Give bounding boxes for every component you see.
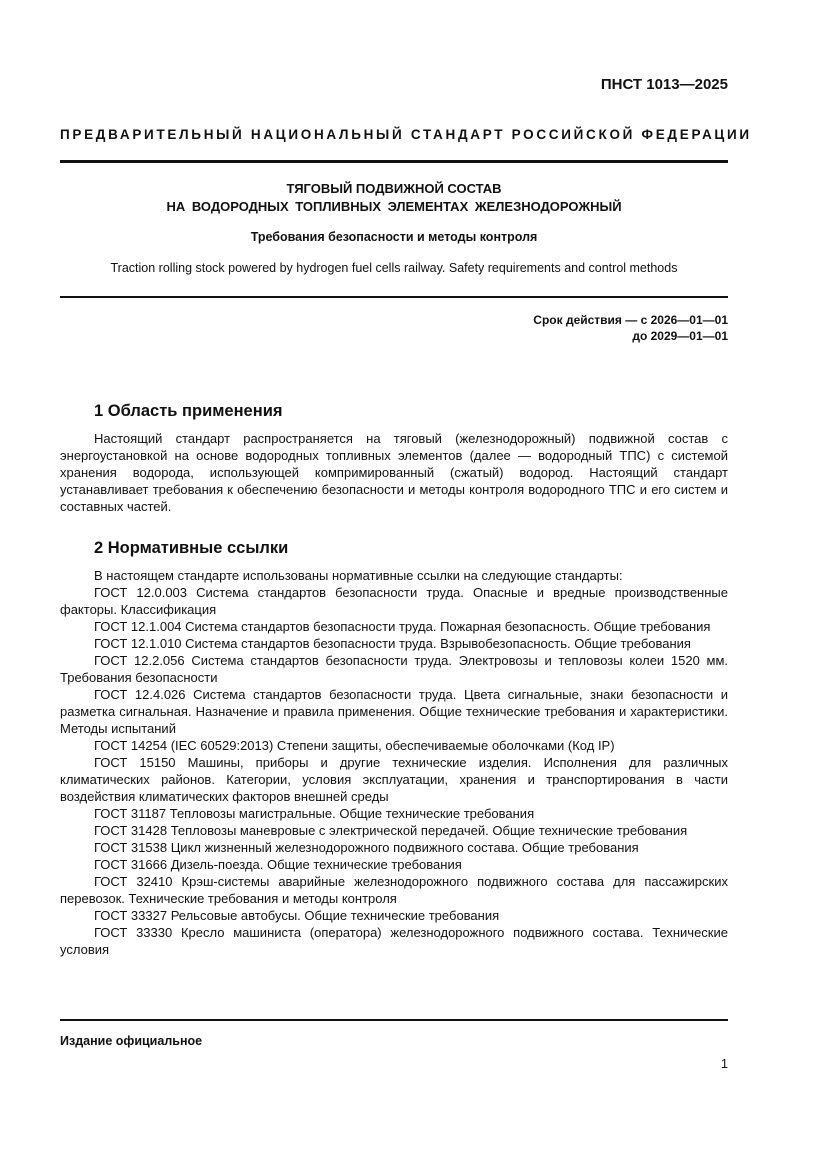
document-title [60, 180, 728, 216]
reference-item: ГОСТ 12.0.003 Система стандартов безопасности труда. Опасные и вредные производственные факторы. Классификация [60, 585, 728, 617]
validity-start: Срок действия — с 2026—01—01 [533, 313, 728, 327]
standard-code: ПНСТ 1013—2025 [600, 76, 728, 93]
reference-item: ГОСТ 31666 Дизель-поезда. Общие технические требования [94, 857, 462, 872]
reference-item: ГОСТ 32410 Крэш-системы аварийные железнодорожного подвижного состава для пассажирских перевозок. Технические требования и методы контроля [60, 874, 728, 906]
reference-item: ГОСТ 12.2.056 Система стандартов безопасности труда. Электровозы и тепловозы колеи 1520 мм. Требования безопасности [60, 653, 728, 685]
page-number: 1 [721, 1057, 728, 1071]
section-1-heading: 1 Область применения [94, 402, 283, 420]
reference-item: ГОСТ 12.1.010 Система стандартов безопасности труда. Взрывобезопасность. Общие требования [94, 636, 691, 651]
document-body [60, 398, 728, 958]
title-line-2: НА ВОДОРОДНЫХ ТОПЛИВНЫХ ЭЛЕМЕНТАХ ЖЕЛЕЗНОДОРОЖНЫЙ [166, 199, 622, 214]
validity-period [533, 312, 728, 344]
header-divider [60, 160, 728, 163]
reference-item: ГОСТ 31428 Тепловозы маневровые с электрической передачей. Общие технические требования [94, 823, 688, 838]
validity-end: до 2029—01—01 [632, 329, 728, 343]
reference-item: ГОСТ 12.4.026 Система стандартов безопасности труда. Цвета сигнальные, знаки безопасности и разметка сигнальная. Назначение и правила применения. Общие технические требования и характеристики. Методы испытаний [60, 687, 728, 736]
reference-item: ГОСТ 33330 Кресло машиниста (оператора) железнодорожного подвижного состава. Технические условия [60, 925, 728, 957]
section-1-text: Настоящий стандарт распространяется на тяговый (железнодорожный) подвижной состав с энергоустановкой на основе водородных топливных элементов (далее — водородный ТПС) с системой хранения водорода, использующей компримированный (сжатый) водород. Настоящий стандарт устанавливает требования к обеспечению безопасности и методы контроля водородного ТПС и его систем и составных частей. [60, 431, 728, 514]
references-list [60, 567, 728, 958]
reference-item: ГОСТ 31187 Тепловозы магистральные. Общие технические требования [94, 806, 535, 821]
reference-item: ГОСТ 33327 Рельсовые автобусы. Общие технические требования [94, 908, 500, 923]
english-title: Traction rolling stock powered by hydrogen fuel cells railway. Safety requirements and control methods [110, 261, 678, 275]
footer-divider [60, 1019, 728, 1021]
title-line-1: ТЯГОВЫЙ ПОДВИЖНОЙ СОСТАВ [286, 181, 502, 196]
edition-label: Издание официальное [60, 1034, 203, 1048]
reference-item: ГОСТ 12.1.004 Система стандартов безопасности труда. Пожарная безопасность. Общие требования [94, 619, 711, 634]
section-2-heading: 2 Нормативные ссылки [94, 539, 289, 557]
standard-banner: ПРЕДВАРИТЕЛЬНЫЙ НАЦИОНАЛЬНЫЙ СТАНДАРТ РОССИЙСКОЙ ФЕДЕРАЦИИ [60, 127, 752, 142]
reference-item: ГОСТ 14254 (IEC 60529:2013) Степени защиты, обеспечиваемые оболочками (Код IP) [94, 738, 615, 753]
title-divider [60, 296, 728, 298]
reference-item: ГОСТ 15150 Машины, приборы и другие технические изделия. Исполнения для различных климатических районов. Категории, условия эксплуатации, хранения и транспортирования в части воздействия климатических факторов внешней среды [60, 755, 728, 804]
reference-item: ГОСТ 31538 Цикл жизненный железнодорожного подвижного состава. Общие требования [94, 840, 639, 855]
references-intro: В настоящем стандарте использованы нормативные ссылки на следующие стандарты: [94, 568, 623, 583]
document-subtitle: Требования безопасности и методы контроля [250, 230, 538, 244]
